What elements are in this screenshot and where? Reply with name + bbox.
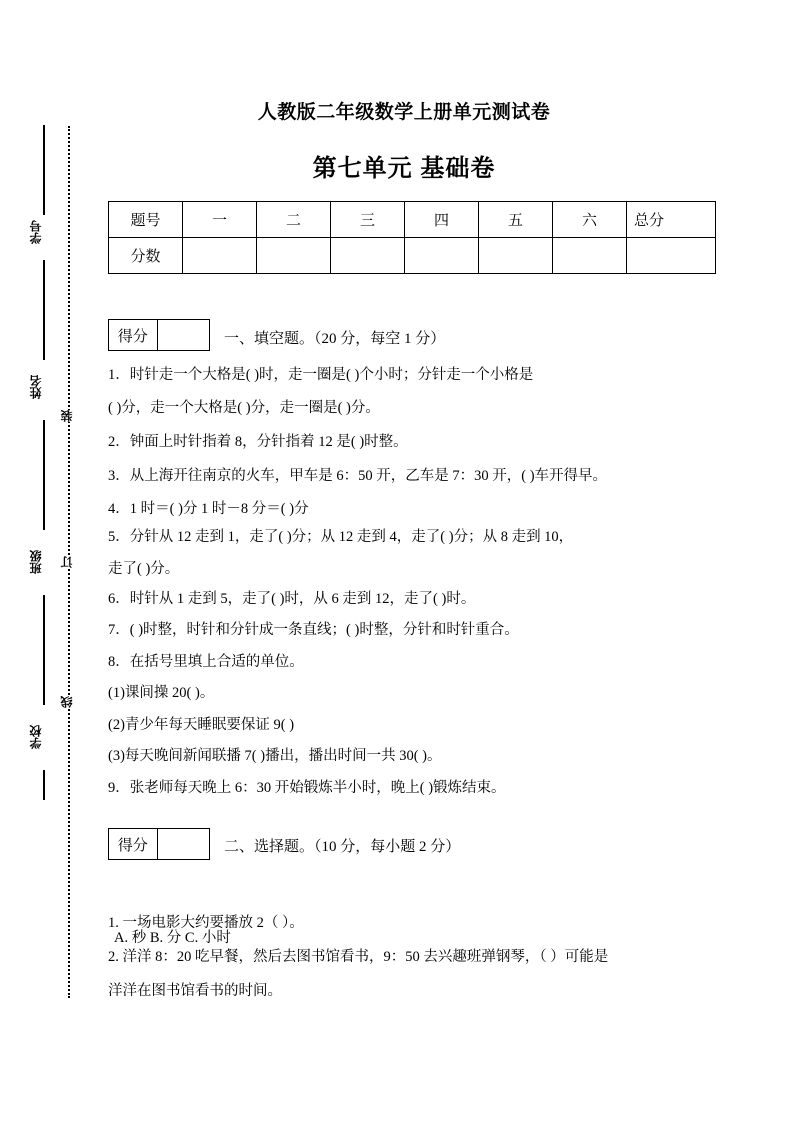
score-table-col-4: 四 [405, 202, 479, 238]
question-7: 7．( )时整，时针和分针成一条直线；( )时整，分针和时针重合。 [108, 622, 519, 638]
score-table-col-6: 六 [553, 202, 627, 238]
question-5-line-1: 5．分针从 12 走到 1，走了( )分；从 12 走到 4，走了( )分；从 8 走到 10， [108, 529, 574, 545]
question-8-sub-2: (2)青少年每天睡眠要保证 9( ) [108, 717, 295, 733]
score-row-label: 分数 [109, 238, 183, 274]
question-1-line-1: 1．时针走一个大格是( )时，走一圈是( )个小时；分针走一个小格是 [108, 367, 534, 383]
seal-char-ding: 订 [60, 556, 78, 568]
score-cell-total[interactable] [627, 238, 716, 274]
table-row-scores [109, 238, 716, 274]
page-subtitle: 第七单元 基础卷 [312, 155, 496, 182]
score-cell-6[interactable] [553, 238, 627, 274]
score-table-row-label: 题号 [109, 202, 183, 238]
question-3: 3．从上海开往南京的火车，甲车是 6：50 开，乙车是 7：30 开，( )车开得早。 [108, 468, 608, 484]
score-table-col-2: 二 [257, 202, 331, 238]
question-4: 4．1 时＝( )分 1 时－8 分＝( )分 [108, 501, 309, 517]
seal-label-xuexiao: 学校 [29, 725, 43, 749]
score-cell-1[interactable] [183, 238, 257, 274]
question-8: 8．在括号里填上合适的单位。 [108, 654, 304, 670]
score-cell-2[interactable] [257, 238, 331, 274]
score-cell-4[interactable] [405, 238, 479, 274]
score-table-col-3: 三 [331, 202, 405, 238]
score-table-col-5: 五 [479, 202, 553, 238]
score-box-section-1 [108, 319, 210, 351]
seal-rule-1 [43, 125, 45, 215]
seal-rule-2 [43, 260, 45, 360]
choice-question-2-line-2: 洋洋在图书馆看书的时间。 [108, 983, 282, 999]
table-row-header [109, 202, 716, 238]
exam-page [100, 0, 793, 1122]
score-box-input-1[interactable] [158, 320, 209, 350]
question-9: 9．张老师每天晚上 6：30 开始锻炼半小时，晚上( )锻炼结束。 [108, 780, 506, 796]
score-box-label-1: 得分 [109, 320, 158, 350]
score-box-section-2 [108, 828, 210, 860]
question-5-line-2: 走了( )分。 [108, 561, 180, 577]
seal-rule-4 [43, 595, 45, 705]
seal-inner-column [30, 125, 56, 1005]
seal-label-banji: 班级 [29, 550, 43, 574]
section-heading-2: 二、选择题。（10 分，每小题 2 分） [224, 839, 461, 855]
page-title: 人教版二年级数学上册单元测试卷 [257, 102, 551, 123]
question-8-sub-3: (3)每天晚间新闻联播 7( )播出，播出时间一共 30( )。 [108, 748, 442, 764]
score-cell-5[interactable] [479, 238, 553, 274]
binding-seal-area [0, 0, 100, 1122]
choice-question-1: 1. 一场电影大约要播放 2（ ）。 [108, 915, 304, 931]
question-8-sub-1: (1)课间操 20( )。 [108, 685, 215, 701]
section-heading-1: 一、填空题。（20 分，每空 1 分） [224, 331, 446, 347]
score-box-label-2: 得分 [109, 829, 158, 859]
question-6: 6．时针从 1 走到 5，走了( )时，从 6 走到 12，走了( )时。 [108, 591, 476, 607]
seal-label-xuehao: 学号 [29, 220, 43, 244]
seal-rule-3 [43, 420, 45, 530]
score-table-col-1: 一 [183, 202, 257, 238]
score-box-input-2[interactable] [158, 829, 209, 859]
choice-question-1-options[interactable]: A. 秒 B. 分 C. 小时 [114, 930, 231, 946]
seal-char-xian: 线 [60, 696, 78, 708]
seal-char-zhuang: 装 [60, 410, 78, 422]
seal-rule-5 [43, 770, 45, 800]
score-table [108, 201, 716, 274]
question-1-line-2: ( )分，走一个大格是( )分，走一圈是( )分。 [108, 400, 380, 416]
score-cell-3[interactable] [331, 238, 405, 274]
seal-label-xingming: 姓名 [29, 375, 43, 399]
score-table-total-label: 总分 [627, 202, 716, 238]
choice-question-2-line-1: 2. 洋洋 8：20 吃早餐，然后去图书馆看书，9：50 去兴趣班弹钢琴，（ ）可能是 [108, 949, 609, 965]
question-2: 2．钟面上时针指着 8，分针指着 12 是( )时整。 [108, 434, 408, 450]
